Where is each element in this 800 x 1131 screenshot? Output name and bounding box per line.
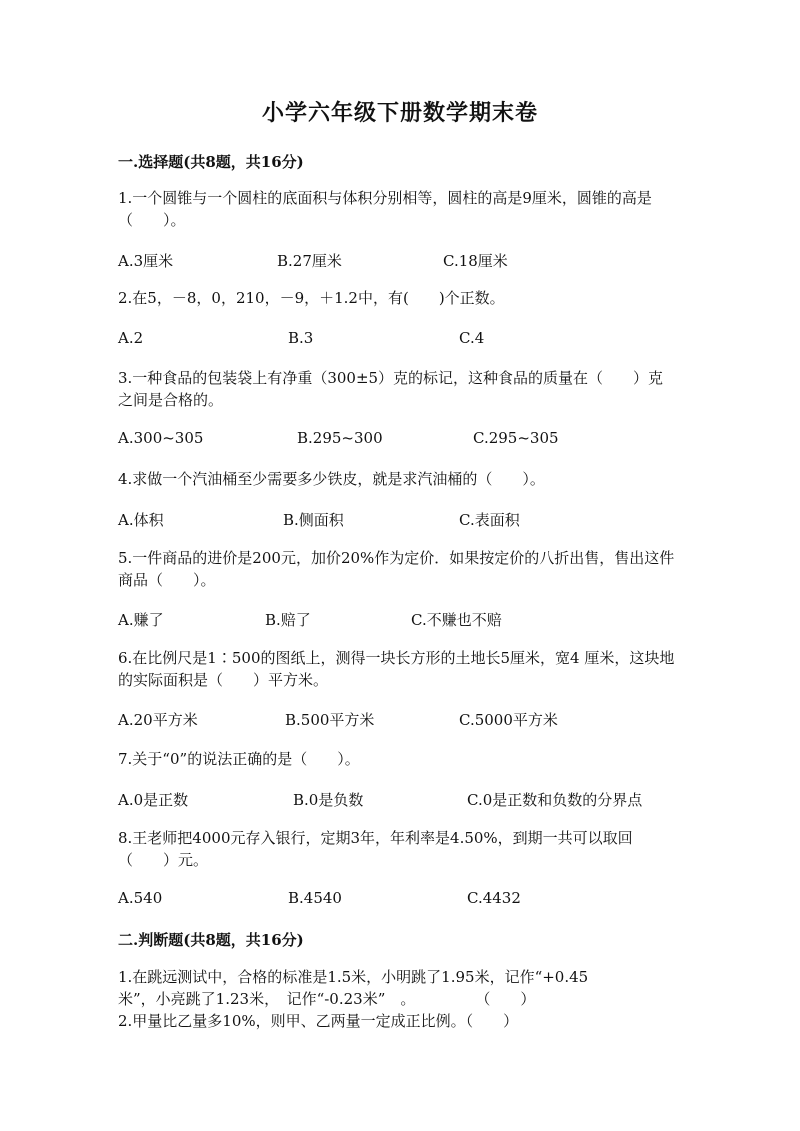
q7-option-c[interactable]: C.0是正数和负数的分界点 <box>467 791 643 809</box>
q3-option-a[interactable]: A.300~305 <box>118 429 204 447</box>
q2-option-a[interactable]: A.2 <box>118 329 144 347</box>
question-7: 7.关于“0”的说法正确的是（ ）。 <box>118 750 360 768</box>
q1-option-b[interactable]: B.27厘米 <box>277 252 342 270</box>
q4-option-a[interactable]: A.体积 <box>118 511 164 529</box>
q2-option-c[interactable]: C.4 <box>459 329 485 347</box>
q1-option-a[interactable]: A.3厘米 <box>118 252 174 270</box>
q6-option-c[interactable]: C.5000平方米 <box>459 711 558 729</box>
section-heading-judgement: 二.判断题(共8题，共16分) <box>118 931 304 949</box>
q7-option-b[interactable]: B.0是负数 <box>293 791 364 809</box>
q4-option-c[interactable]: C.表面积 <box>459 511 520 529</box>
q5-option-b[interactable]: B.赔了 <box>265 611 311 629</box>
q6-option-b[interactable]: B.500平方米 <box>285 711 375 729</box>
q4-option-b[interactable]: B.侧面积 <box>283 511 344 529</box>
question-1: 1.一个圆锥与一个圆柱的底面积与体积分别相等，圆柱的高是9厘米，圆锥的高是（ ）。 <box>118 189 652 229</box>
q3-option-b[interactable]: B.295~300 <box>297 429 383 447</box>
section-heading-choice: 一.选择题(共8题，共16分) <box>118 153 304 171</box>
q8-option-a[interactable]: A.540 <box>118 889 163 907</box>
q1-option-c[interactable]: C.18厘米 <box>443 252 508 270</box>
judgement-2: 2.甲量比乙量多10%，则甲、乙两量一定成正比例。（ ） <box>118 1012 519 1030</box>
judgement-1-line-1: 1.在跳远测试中，合格的标准是1.5米，小明跳了1.95米，记作“+0.45 <box>118 968 589 986</box>
q7-option-a[interactable]: A.0是正数 <box>118 791 189 809</box>
q2-option-b[interactable]: B.3 <box>288 329 314 347</box>
question-6: 6.在比例尺是1∶500的图纸上，测得一块长方形的土地长5厘米，宽4 厘米，这块地的实际面积是（ ）平方米。 <box>118 649 675 689</box>
q6-option-a[interactable]: A.20平方米 <box>118 711 198 729</box>
q3-option-c[interactable]: C.295~305 <box>473 429 559 447</box>
judgement-1-line-2: 米”，小亮跳了1.23米， 记作“-0.23米” 。 （ ） <box>118 990 536 1008</box>
q5-option-c[interactable]: C.不赚也不赔 <box>411 611 502 629</box>
question-5: 5.一件商品的进价是200元，加价20%作为定价．如果按定价的八折出售，售出这件商品（ ）。 <box>118 549 675 589</box>
question-3: 3.一种食品的包装袋上有净重（300±5）克的标记，这种食品的质量在（ ）克之间是合格的。 <box>118 369 664 409</box>
q8-option-b[interactable]: B.4540 <box>288 889 342 907</box>
question-2: 2.在5，－8，0，210，－9，＋1.2中，有( )个正数。 <box>118 289 505 307</box>
q5-option-a[interactable]: A.赚了 <box>118 611 164 629</box>
question-8: 8.王老师把4000元存入银行，定期3年，年利率是4.50%，到期一共可以取回（ ）元。 <box>118 829 633 869</box>
question-4: 4.求做一个汽油桶至少需要多少铁皮，就是求汽油桶的（ ）。 <box>118 470 545 488</box>
q8-option-c[interactable]: C.4432 <box>467 889 521 907</box>
page-title: 小学六年级下册数学期末卷 <box>261 100 538 126</box>
